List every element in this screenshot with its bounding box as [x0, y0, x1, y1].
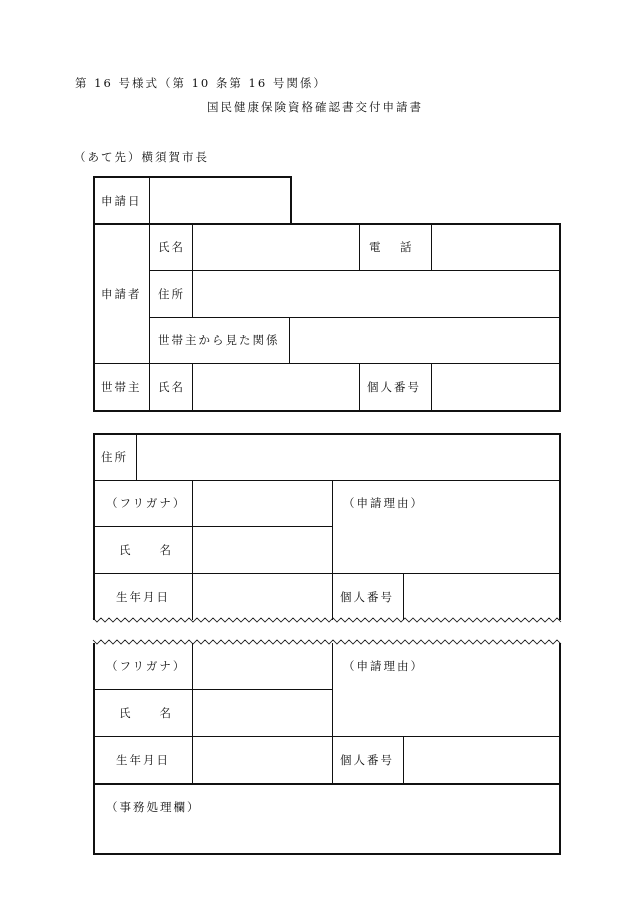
- addressee: （あて先）横須賀市長: [74, 150, 209, 164]
- application-date-label: 申請日: [101, 194, 142, 208]
- applicant-label: 申請者: [101, 287, 142, 301]
- applicant-name-label: 氏名: [158, 240, 185, 254]
- person2-name-field[interactable]: [194, 691, 331, 735]
- person1-reason-label: （申請理由）: [343, 496, 424, 510]
- office-use-label: （事務処理欄）: [106, 800, 201, 814]
- person2-birthdate-label: 生年月日: [116, 753, 170, 767]
- person1-birthdate-label: 生年月日: [116, 590, 170, 604]
- applicant-address-label: 住所: [158, 287, 185, 301]
- person1-name-label: 氏 名: [119, 543, 173, 557]
- persons-address-label: 住所: [101, 450, 128, 464]
- person1-personal-number-field[interactable]: [405, 575, 558, 615]
- person2-reason-label: （申請理由）: [343, 659, 424, 673]
- person2-personal-number-field[interactable]: [405, 738, 558, 782]
- person2-furigana-field[interactable]: [194, 646, 331, 688]
- person1-birthdate-field[interactable]: [194, 575, 331, 615]
- householder-label: 世帯主: [101, 380, 142, 394]
- person2-personal-number-label: 個人番号: [340, 753, 394, 767]
- relation-label: 世帯主から見た関係: [158, 333, 280, 347]
- persons-address-field[interactable]: [138, 435, 558, 479]
- person2-name-label: 氏 名: [119, 706, 173, 720]
- householder-personal-number-label: 個人番号: [367, 380, 421, 394]
- householder-name-label: 氏名: [158, 380, 185, 394]
- form-number: 第 16 号様式（第 10 条第 16 号関係）: [75, 76, 327, 90]
- person1-furigana-field[interactable]: [194, 482, 331, 525]
- person2-birthdate-field[interactable]: [194, 738, 331, 782]
- form-title: 国民健康保険資格確認書交付申請書: [207, 100, 423, 114]
- person1-personal-number-label: 個人番号: [340, 590, 394, 604]
- person2-furigana-label: （フリガナ）: [106, 659, 187, 673]
- phone-label: 電 話: [369, 240, 416, 254]
- person1-furigana-label: （フリガナ）: [106, 496, 187, 510]
- person1-name-field[interactable]: [194, 528, 331, 572]
